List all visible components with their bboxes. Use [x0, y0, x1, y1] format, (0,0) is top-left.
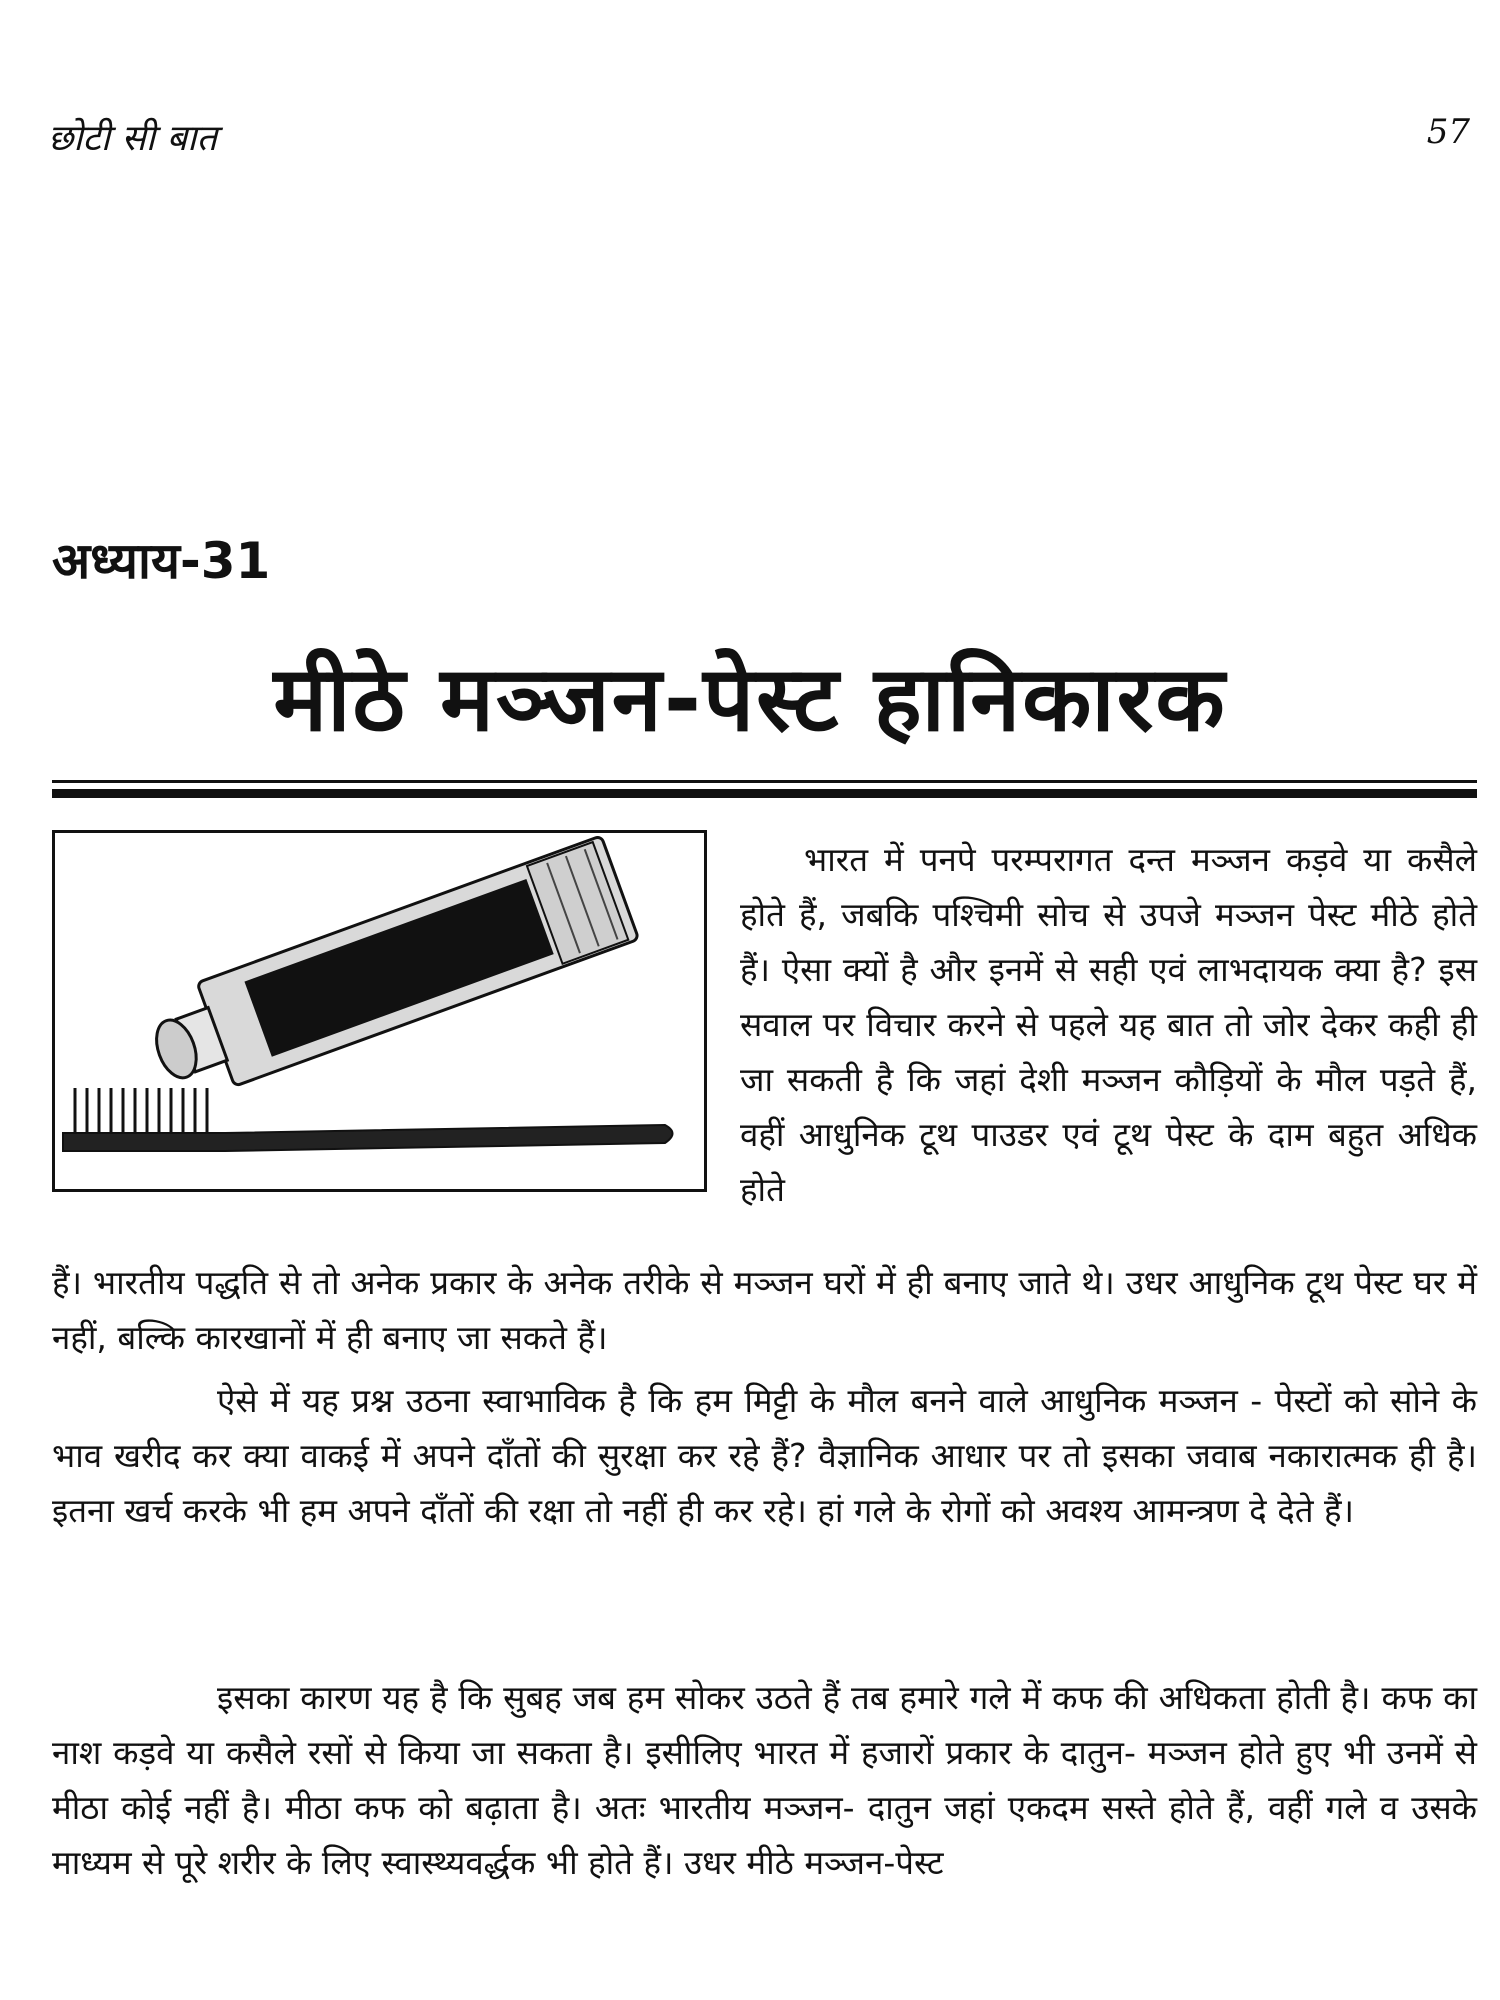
- paragraph-1-wrapped-text: भारत में पनपे परम्परागत दन्त मञ्जन कड़वे या कसैले होते हैं, जबकि पश्चिमी सोच से उपजे मञ्जन पेस्ट मीठे होते हैं। ऐसा क्यों है और इनमें से सही एवं लाभदायक क्या है? इस सवाल पर विचार करने से पहले यह बात तो जोर देकर कही ही जा सकती है कि जहां देशी मञ्जन कौड़ियों के मौल पड़ते हैं, वहीं आधुनिक टूथ पाउडर एवं टूथ पेस्ट के दाम बहुत अधिक होते: [740, 840, 1477, 1209]
- toothpaste-illustration: [52, 830, 707, 1192]
- title-divider-thick: [52, 789, 1477, 798]
- paragraph-3: [52, 1670, 1477, 1890]
- paragraph-1-continued: [52, 1255, 1477, 1365]
- page-number: 57: [1426, 112, 1470, 152]
- paragraph-2-text: ऐसे में यह प्रश्न उठना स्वाभाविक है कि हम मिट्टी के मौल बनने वाले आधुनिक मञ्जन - पेस्टों को सोने के भाव खरीद कर क्या वाकई में अपने दाँतों की सुरक्षा कर रहे हैं? वैज्ञानिक आधार पर तो इसका जवाब नकारात्मक ही है। इतना खर्च करके भी हम अपने दाँतों की रक्षा तो नहीं ही कर रहे। हां गले के रोगों को अवश्य आमन्त्रण दे देते हैं।: [52, 1381, 1477, 1530]
- chapter-label: अध्याय-31: [52, 532, 271, 590]
- paragraph-1-wrapped: [740, 832, 1477, 1217]
- running-head: छोटी सी बात: [48, 118, 217, 159]
- paragraph-2: [52, 1373, 1477, 1538]
- paragraph-1-continued-text: हैं। भारतीय पद्धति से तो अनेक प्रकार के अनेक तरीके से मञ्जन घरों में ही बनाए जाते थे। उधर आधुनिक टूथ पेस्ट घर में नहीं, बल्कि कारखानों में ही बनाए जा सकते हैं।: [52, 1263, 1477, 1357]
- title-divider-thin: [52, 780, 1477, 783]
- toothpaste-tube-and-toothbrush-icon: [55, 833, 704, 1189]
- chapter-title: मीठे मञ्जन-पेस्ट हानिकारक: [273, 647, 1227, 752]
- paragraph-3-text: इसका कारण यह है कि सुबह जब हम सोकर उठते हैं तब हमारे गले में कफ की अधिकता होती है। कफ का नाश कड़वे या कसैले रसों से किया जा सकता है। इसीलिए भारत में हजारों प्रकार के दातुन- मञ्जन होते हुए भी उनमें से मीठा कोई नहीं है। मीठा कफ को बढ़ाता है। अतः भारतीय मञ्जन- दातुन जहां एकदम सस्ते होते हैं, वहीं गले व उसके माध्यम से पूरे शरीर के लिए स्वास्थ्यवर्द्धक भी होते हैं। उधर मीठे मञ्जन-पेस्ट: [52, 1678, 1477, 1882]
